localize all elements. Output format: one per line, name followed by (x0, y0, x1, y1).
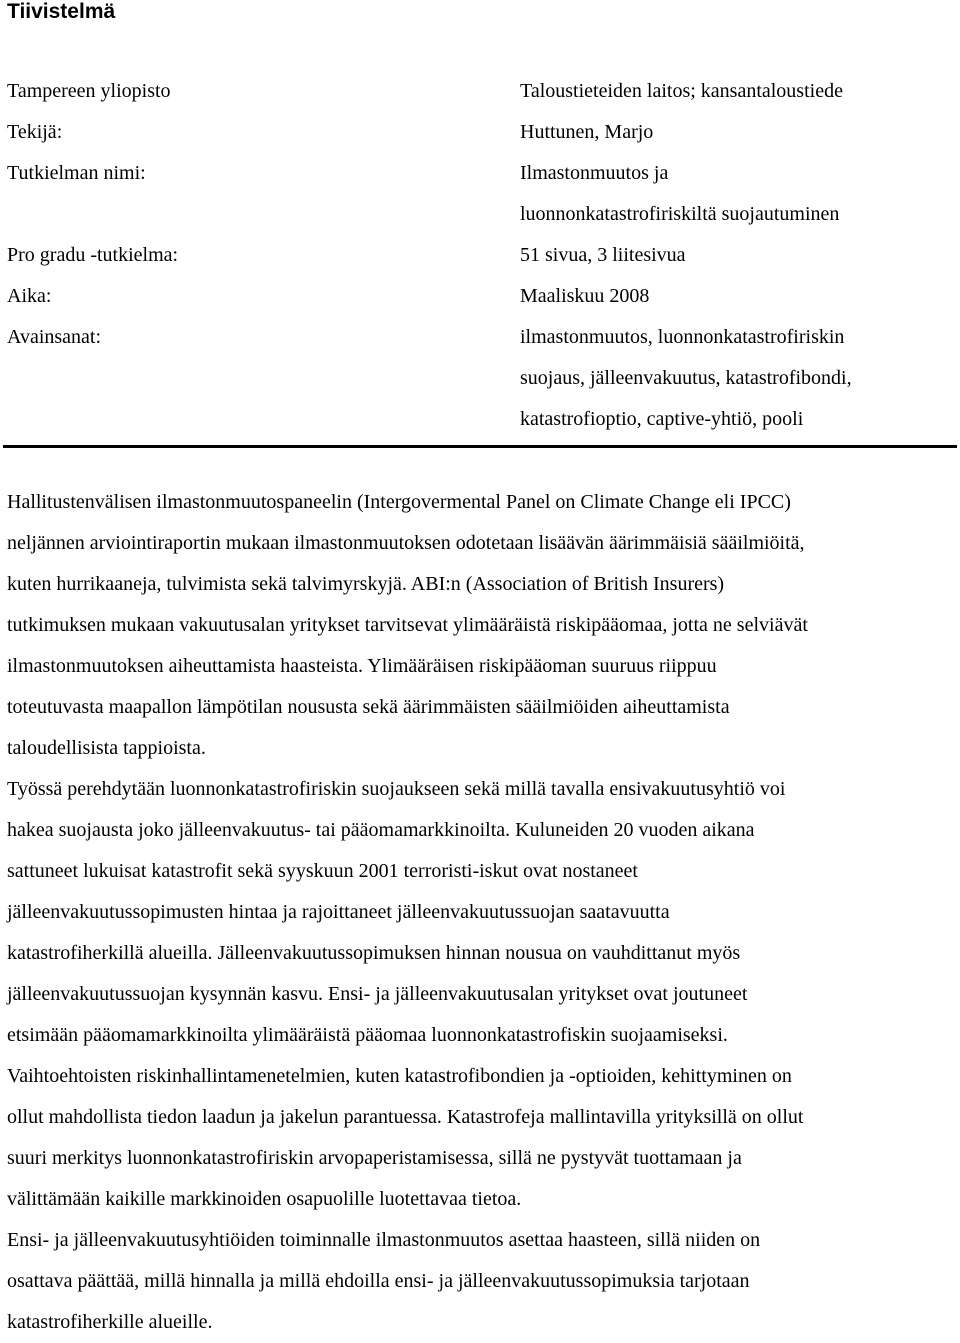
text-line: jälleenvakuutussopimusten hintaa ja rajoittaneet jälleenvakuutussuojan saatavuutta (7, 901, 670, 923)
metadata-value (520, 112, 952, 153)
metadata-value-line: suojaus, jälleenvakuutus, katastrofibondi, (520, 367, 852, 389)
text-line: osattava päättää, millä hinnalla ja millä ehdoilla ensi- ja jälleenvakuutussopimuksia tarjotaan (7, 1270, 750, 1292)
section-divider (3, 445, 957, 448)
metadata-value-line: Maaliskuu 2008 (520, 285, 650, 307)
text-line: katastrofiherkillä alueilla. Jälleenvakuutussopimuksen hinnan nousua on vauhdittanut myös (7, 942, 741, 964)
metadata-label: Avainsanat: (7, 326, 102, 348)
text-line: jälleenvakuutussuojan kysynnän kasvu. Ensi- ja jälleenvakuutusalan yritykset ovat joutuneet (7, 983, 748, 1005)
text-line: Työssä perehdytään luonnonkatastrofiriskin suojaukseen sekä millä tavalla ensivakuutusyhtiö voi (7, 778, 786, 800)
metadata-row-university (7, 71, 952, 112)
text-line: etsimään pääomamarkkinoilta ylimääräistä pääomaa luonnonkatastrofiskin suojaamiseksi. (7, 1024, 728, 1046)
metadata-label: Pro gradu -tutkielma: (7, 244, 179, 266)
abstract-body (7, 482, 952, 1343)
metadata-value-line: ilmastonmuutos, luonnonkatastrofiriskin (520, 326, 845, 348)
text-line: katastrofiherkille alueille. (7, 1311, 213, 1333)
text-line: kuten hurrikaaneja, tulvimista sekä talvimyrskyjä. ABI:n (Association of British Insurers) (7, 573, 725, 595)
abstract-paragraph-2 (7, 769, 952, 1220)
metadata-label: Tampereen yliopisto (7, 80, 171, 102)
text-line: ilmastonmuutoksen aiheuttamista haasteista. Ylimääräisen riskipääoman suuruus riippuu (7, 655, 717, 677)
metadata-value (520, 153, 952, 235)
metadata-value-line: katastrofioptio, captive-yhtiö, pooli (520, 408, 804, 430)
abstract-paragraph-1 (7, 482, 952, 769)
text-line: neljännen arviointiraportin mukaan ilmastonmuutoksen odotetaan lisäävän äärimmäisiä sääilmiöitä, (7, 532, 805, 554)
metadata-value-line: 51 sivua, 3 liitesivua (520, 244, 686, 266)
metadata-label: Tekijä: (7, 121, 63, 143)
page-title: Tiivistelmä (7, 0, 116, 23)
text-line: taloudellisista tappioista. (7, 737, 206, 759)
text-line: välittämään kaikille markkinoiden osapuolille luotettavaa tietoa. (7, 1188, 522, 1210)
metadata-row-thesis-title (7, 153, 952, 235)
abstract-paragraph-3 (7, 1220, 952, 1343)
metadata-row-author (7, 112, 952, 153)
metadata-label: Tutkielman nimi: (7, 162, 146, 184)
metadata-value-line: luonnonkatastrofiriskiltä suojautuminen (520, 203, 840, 225)
text-line: ollut mahdollista tiedon laadun ja jakelun parantuessa. Katastrofeja mallintavilla yrityksillä on ollut (7, 1106, 804, 1128)
metadata-row-date (7, 276, 952, 317)
metadata-row-thesis-type (7, 235, 952, 276)
metadata-value (520, 71, 952, 112)
metadata-value-line: Huttunen, Marjo (520, 121, 654, 143)
text-line: Ensi- ja jälleenvakuutusyhtiöiden toiminnalle ilmastonmuutos asettaa haasteen, sillä niiden on (7, 1229, 761, 1251)
metadata-value (520, 235, 952, 276)
metadata-value-line: Ilmastonmuutos ja (520, 162, 669, 184)
text-line: hakea suojausta joko jälleenvakuutus- tai pääomamarkkinoilta. Kuluneiden 20 vuoden aikana (7, 819, 755, 841)
text-line: tutkimuksen mukaan vakuutusalan yritykset tarvitsevat ylimääräistä riskipääomaa, jotta ne selviävät (7, 614, 808, 636)
metadata-value (520, 276, 952, 317)
metadata-label: Aika: (7, 285, 52, 307)
text-line: Hallitustenvälisen ilmastonmuutospaneelin (Intergovermental Panel on Climate Change eli IPCC) (7, 491, 791, 513)
text-line: Vaihtoehtoisten riskinhallintamenetelmien, kuten katastrofibondien ja -optioiden, kehittyminen on (7, 1065, 792, 1087)
text-line: suuri merkitys luonnonkatastrofiriskin arvopaperistamisessa, sillä ne pystyvät tuottamaan ja (7, 1147, 742, 1169)
metadata-value-line: Taloustieteiden laitos; kansantaloustiede (520, 80, 843, 102)
text-line: sattuneet lukuisat katastrofit sekä syyskuun 2001 terroristi-iskut ovat nostaneet (7, 860, 638, 882)
text-line: toteutuvasta maapallon lämpötilan noususta sekä äärimmäisten sääilmiöiden aiheuttamista (7, 696, 730, 718)
metadata-table (7, 71, 952, 440)
metadata-value (520, 317, 952, 440)
metadata-row-keywords (7, 317, 952, 440)
